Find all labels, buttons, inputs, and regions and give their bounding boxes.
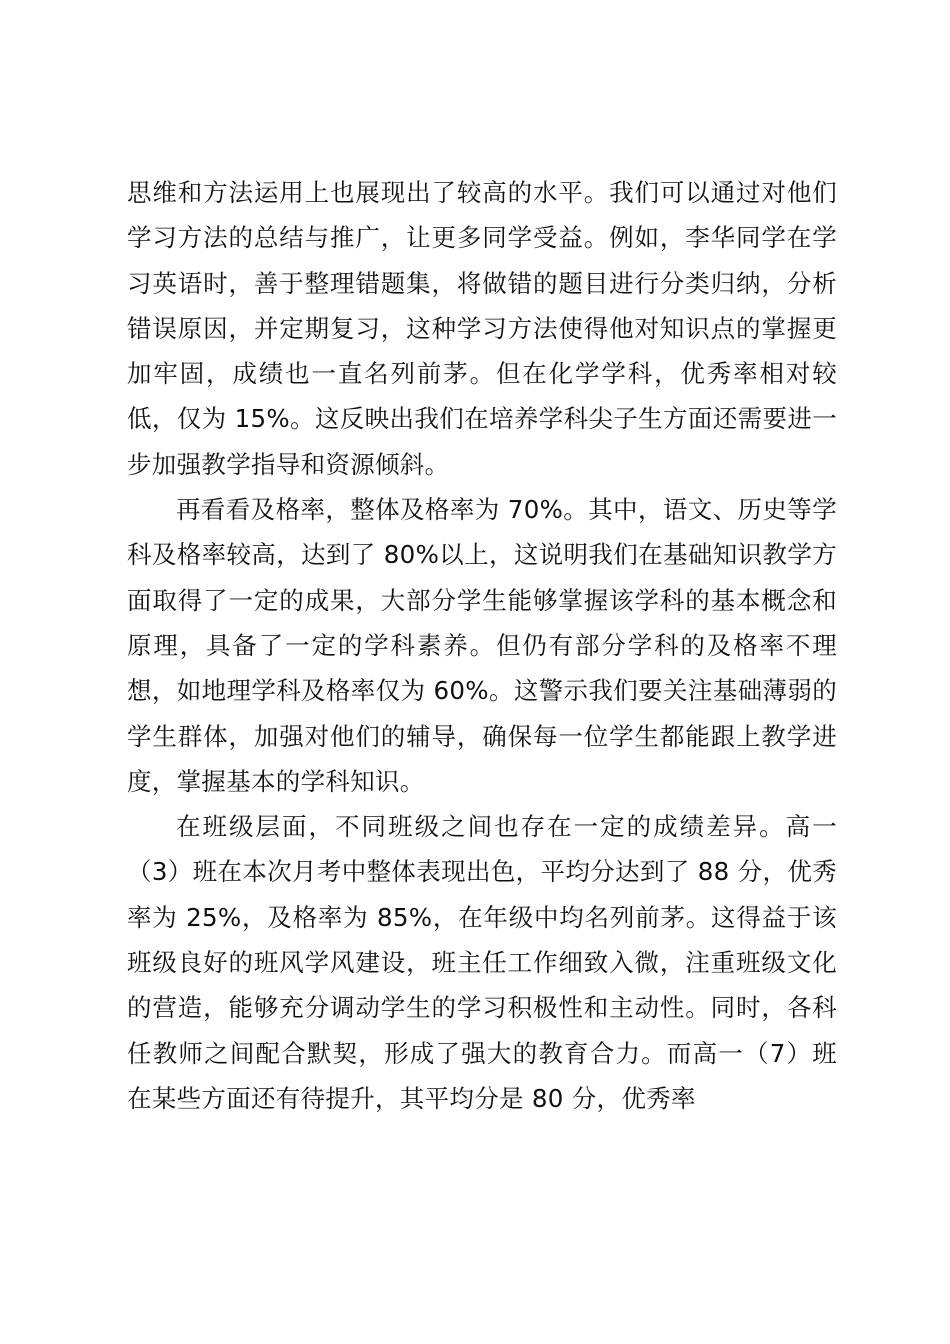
paragraph-2: 再看看及格率，整体及格率为 70%。其中，语文、历史等学科及格率较高，达到了 80%以上，这说明我们在基础知识教学方面取得了一定的成果，大部分学生能够掌握该学科的基本概念和原理，具备了一定的学科素养。但仍有部分学科的及格率不理想，如地理学科及格率仅为 60%。这警示我们要关注基础薄弱的学生群体，加强对他们的辅导，确保每一位学生都能跟上教学进度，掌握基本的学科知识。	[127, 495, 837, 796]
paragraph-1: 思维和方法运用上也展现出了较高的水平。我们可以通过对他们学习方法的总结与推广，让更多同学受益。例如，李华同学在学习英语时，善于整理错题集，将做错的题目进行分类归纳，分析错误原因，并定期复习，这种学习方法使得他对知识点的掌握更加牢固，成绩也一直名列前茅。但在化学学科，优秀率相对较低，仅为 15%。这反映出我们在培养学科尖子生方面还需要进一步加强教学指导和资源倾斜。	[127, 178, 837, 479]
paragraph-3: 在班级层面，不同班级之间也存在一定的成绩差异。高一（3）班在本次月考中整体表现出色，平均分达到了 88 分，优秀率为 25%，及格率为 85%，在年级中均名列前茅。这得益于该班级良好的班风学风建设，班主任工作细致入微，注重班级文化的营造，能够充分调动学生的学习积极性和主动性。同时，各科任教师之间配合默契，形成了强大的教育合力。而高一（7）班在某些方面还有待提升，其平均分是 80 分，优秀率	[127, 812, 838, 1113]
document-body	[127, 170, 837, 1121]
